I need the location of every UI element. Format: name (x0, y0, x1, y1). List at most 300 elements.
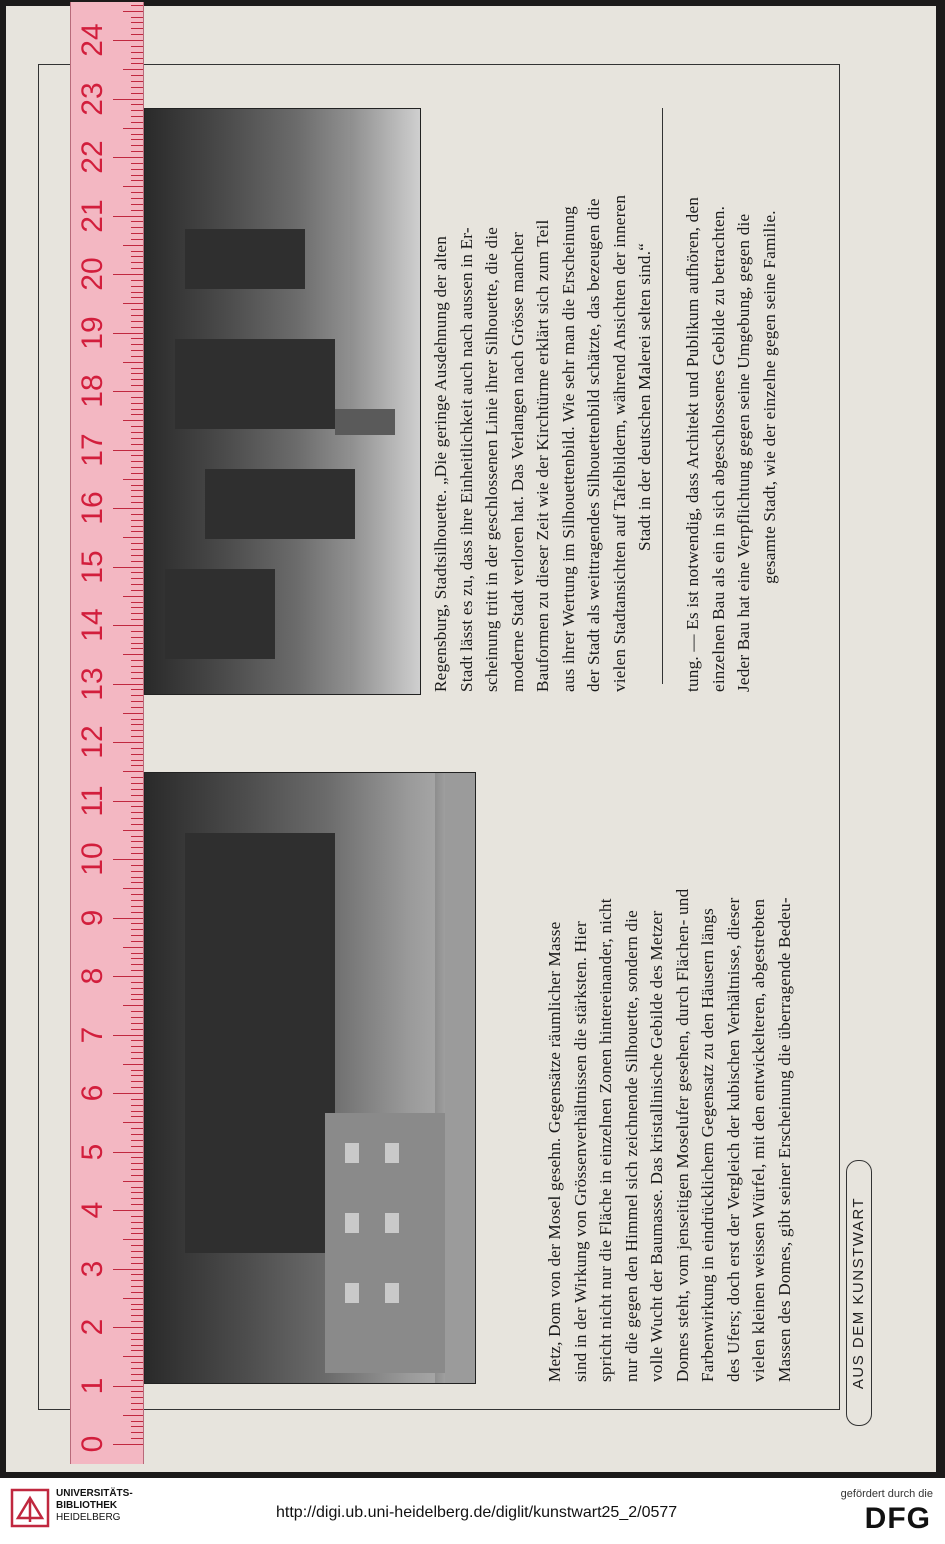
ruler-tick (123, 654, 143, 655)
ruler-tick (131, 660, 143, 661)
ruler-tick (113, 274, 143, 275)
ruler-tick (123, 11, 143, 12)
ruler-tick (123, 1298, 143, 1299)
ruler-tick (113, 742, 143, 743)
ruler-tick (131, 882, 143, 883)
ruler-tick (113, 1152, 143, 1153)
ruler-tick (131, 806, 143, 807)
ruler-tick (131, 736, 143, 737)
ruler-tick (131, 368, 143, 369)
ruler-tick (131, 853, 143, 854)
measuring-ruler (70, 2, 144, 1464)
ruler-tick (131, 1204, 143, 1205)
body-line: Jeder Bau hat eine Verpflichtung gegen seine Umgebung, gegen die (734, 213, 753, 692)
ruler-tick (131, 1081, 143, 1082)
ruler-tick (131, 707, 143, 708)
ruler-tick (131, 695, 143, 696)
ruler-tick (131, 584, 143, 585)
regensburg-caption (428, 102, 658, 692)
ruler-tick (113, 333, 143, 334)
ruler-tick (131, 526, 143, 527)
ruler-tick (131, 1274, 143, 1275)
ruler-number: 4 (76, 1201, 109, 1219)
ruler-tick (131, 46, 143, 47)
ruler-tick (131, 485, 143, 486)
ruler-number: 22 (76, 140, 109, 174)
ruler-tick (131, 1345, 143, 1346)
ruler-tick (131, 678, 143, 679)
ruler-tick (113, 1327, 143, 1328)
library-name-line: HEIDELBERG (56, 1512, 121, 1523)
ruler-tick (123, 888, 143, 889)
ruler-tick (113, 450, 143, 451)
ruler-tick (131, 315, 143, 316)
ruler-tick (131, 34, 143, 35)
ruler-tick (131, 1362, 143, 1363)
ruler-tick (131, 175, 143, 176)
ruler-tick (131, 28, 143, 29)
ruler-tick (131, 923, 143, 924)
ruler-number: 20 (76, 257, 109, 291)
ruler-tick (131, 455, 143, 456)
ruler-tick (131, 192, 143, 193)
ruler-tick (131, 572, 143, 573)
ruler-number: 13 (76, 666, 109, 701)
ruler-tick (131, 877, 143, 878)
ruler-tick (131, 292, 143, 293)
ruler-tick (131, 1169, 143, 1170)
ruler-tick (131, 297, 143, 298)
ruler-tick (131, 900, 143, 901)
ruler-tick (131, 1040, 143, 1041)
ruler-tick (131, 1391, 143, 1392)
ruler-tick (131, 1304, 143, 1305)
ruler-tick (131, 1029, 143, 1030)
ruler-tick (131, 1403, 143, 1404)
ruler-tick (131, 836, 143, 837)
ruler-tick (131, 1286, 143, 1287)
ruler-tick (131, 1187, 143, 1188)
ruler-tick (113, 625, 143, 626)
ruler-tick (113, 40, 143, 41)
ruler-tick (131, 1292, 143, 1293)
ruler-tick (131, 227, 143, 228)
divider-rule (662, 108, 663, 684)
ruler-tick (131, 1023, 143, 1024)
ruler-tick (131, 134, 143, 135)
ruler-tick (131, 116, 143, 117)
ruler-tick (113, 859, 143, 860)
body-line: tung. — Es ist notwendig, dass Architekt und Publikum aufhören, den (683, 196, 702, 692)
continued-text (680, 102, 782, 692)
ruler-tick (131, 256, 143, 257)
ruler-tick (123, 1181, 143, 1182)
ruler-tick (131, 122, 143, 123)
ruler-tick (131, 999, 143, 1000)
ruler-tick (131, 689, 143, 690)
ruler-tick (123, 303, 143, 304)
ruler-tick (131, 467, 143, 468)
ruler-number: 24 (76, 23, 109, 57)
ruler-number: 23 (76, 81, 109, 116)
ruler-tick (131, 894, 143, 895)
caption-line: Domes steht, vom jenseitigen Moselufer gesehen, durch Flächen- und (672, 888, 692, 1382)
ruler-tick (131, 824, 143, 825)
ruler-tick (123, 1005, 143, 1006)
ruler-tick (131, 1192, 143, 1193)
ruler-tick (131, 637, 143, 638)
ruler-tick (131, 1368, 143, 1369)
footer-bar (0, 1478, 945, 1544)
ruler-tick (113, 976, 143, 977)
caption-line: Bauformen zu dieser Zeit wie der Kirchtürme erklärt sich zum Teil (533, 219, 552, 692)
ruler-number: 10 (76, 842, 109, 876)
ruler-tick (131, 929, 143, 930)
ruler-tick (131, 795, 143, 796)
ruler-number: 6 (76, 1084, 109, 1102)
library-name-line: BIBLIOTHEK (56, 1500, 118, 1511)
caption-line: nur die gegen den Himmel sich zeichnende Silhouette, sondern die (621, 910, 641, 1382)
ruler-tick (123, 362, 143, 363)
ruler-tick (131, 754, 143, 755)
ruler-tick (131, 561, 143, 562)
ruler-number: 9 (76, 909, 109, 926)
ruler-tick (123, 420, 143, 421)
ruler-number: 18 (76, 374, 109, 408)
ruler-tick (131, 520, 143, 521)
ruler-tick (131, 1251, 143, 1252)
ruler-tick (131, 812, 143, 813)
ruler-tick (131, 145, 143, 146)
ruler-tick (131, 461, 143, 462)
ruler-tick (131, 338, 143, 339)
ruler-tick (131, 262, 143, 263)
ruler-tick (131, 110, 143, 111)
ruler-tick (131, 221, 143, 222)
ruler-tick (131, 865, 143, 866)
ruler-tick (123, 1415, 143, 1416)
ruler-tick (131, 1321, 143, 1322)
ruler-tick (131, 1438, 143, 1439)
ruler-tick (131, 765, 143, 766)
ruler-tick (131, 1058, 143, 1059)
ruler-tick (131, 935, 143, 936)
ruler-tick (131, 514, 143, 515)
caption-line: Metz, Dom von der Mosel gesehn. Gegensätze räumlicher Masse (545, 921, 564, 1382)
ruler-number: 16 (76, 491, 109, 525)
ruler-tick (131, 1163, 143, 1164)
ruler-tick (131, 730, 143, 731)
ruler-tick (131, 490, 143, 491)
ruler-tick (131, 1432, 143, 1433)
ruler-tick (131, 1426, 143, 1427)
ruler-tick (131, 789, 143, 790)
ruler-tick (113, 1035, 143, 1036)
ruler-tick (123, 128, 143, 129)
ruler-tick (131, 233, 143, 234)
ruler-tick (131, 139, 143, 140)
ruler-tick (131, 1087, 143, 1088)
body-line: einzelnen Bau als ein in sich abgeschlossenes Gebilde zu betrachten. (708, 205, 728, 692)
ruler-tick (131, 58, 143, 59)
ruler-tick (131, 1350, 143, 1351)
ruler-tick (113, 1444, 143, 1445)
ruler-tick (123, 245, 143, 246)
library-name-line: UNIVERSITÄTS- (56, 1488, 133, 1499)
ruler-tick (131, 1280, 143, 1281)
ruler-tick (131, 1011, 143, 1012)
ruler-tick (123, 771, 143, 772)
ruler-tick (131, 81, 143, 82)
ruler-tick (113, 801, 143, 802)
ruler-tick (131, 1315, 143, 1316)
metz-photo (144, 772, 476, 1384)
ruler-tick (131, 1309, 143, 1310)
ruler-tick (131, 941, 143, 942)
ruler-tick (131, 1257, 143, 1258)
ruler-tick (131, 198, 143, 199)
caption-line: sind in der Wirkung von Grössenverhältnissen die stärksten. Hier (570, 921, 590, 1382)
ruler-tick (131, 818, 143, 819)
ruler-tick (131, 1157, 143, 1158)
caption-line: Stadt in der deutschen Malerei selten sind.“ (635, 242, 654, 552)
library-name (56, 1488, 133, 1524)
ruler-tick (131, 871, 143, 872)
ruler-tick (131, 286, 143, 287)
ruler-tick (131, 847, 143, 848)
ruler-tick (131, 1146, 143, 1147)
ruler-tick (131, 75, 143, 76)
ruler-tick (131, 385, 143, 386)
ruler-tick (131, 970, 143, 971)
ruler-tick (131, 760, 143, 761)
ruler-tick (131, 93, 143, 94)
stamp-label: AUS DEM KUNSTWART (850, 1196, 867, 1390)
ruler-tick (131, 578, 143, 579)
ruler-tick (131, 672, 143, 673)
caption-line: aus ihrer Wertung im Silhouettenbild. Wie sehr man die Erscheinung (558, 206, 578, 692)
ruler-tick (131, 1222, 143, 1223)
ruler-tick (123, 713, 143, 714)
body-line: gesamte Stadt, wie der einzelne gegen seine Familie. (759, 210, 779, 584)
university-library-logo-icon (10, 1488, 50, 1528)
ruler-tick (131, 841, 143, 842)
ruler-tick (131, 1409, 143, 1410)
ruler-tick (131, 748, 143, 749)
ruler-tick (131, 344, 143, 345)
ruler-tick (131, 151, 143, 152)
ruler-tick (131, 1216, 143, 1217)
ruler-tick (113, 508, 143, 509)
ruler-tick (113, 918, 143, 919)
ruler-tick (131, 1374, 143, 1375)
ruler-tick (113, 99, 143, 100)
caption-line: vielen Stadtansichten auf Tafelbildern, während Ansichten der inneren (609, 194, 629, 692)
ruler-number: 15 (76, 549, 109, 584)
ruler-tick (123, 830, 143, 831)
ruler-tick (131, 473, 143, 474)
ruler-tick (131, 783, 143, 784)
ruler-tick (131, 631, 143, 632)
ruler-tick (131, 1046, 143, 1047)
ruler-tick (131, 1140, 143, 1141)
ruler-tick (131, 432, 143, 433)
ruler-number: 12 (76, 725, 109, 759)
ruler-tick (123, 947, 143, 948)
ruler-tick (131, 409, 143, 410)
ruler-tick (131, 1245, 143, 1246)
ruler-tick (131, 643, 143, 644)
ruler-tick (113, 567, 143, 568)
caption-line: moderne Stadt verloren hat. Das Verlangen nach Grösse mancher (507, 231, 527, 692)
ruler-tick (131, 590, 143, 591)
ruler-tick (131, 1099, 143, 1100)
ruler-number: 14 (76, 608, 109, 642)
ruler-tick (113, 216, 143, 217)
ruler-tick (131, 5, 143, 6)
ruler-tick (113, 157, 143, 158)
ruler-number: 3 (76, 1260, 109, 1277)
ruler-tick (131, 52, 143, 53)
ruler-tick (131, 1070, 143, 1071)
ruler-tick (131, 321, 143, 322)
ruler-tick (131, 719, 143, 720)
ruler-tick (131, 1111, 143, 1112)
metz-caption (542, 772, 797, 1382)
kunstwart-stamp (846, 1160, 872, 1426)
ruler-tick (131, 701, 143, 702)
ruler-tick (131, 414, 143, 415)
ruler-tick (131, 602, 143, 603)
ruler-tick (131, 555, 143, 556)
ruler-number: 7 (76, 1026, 109, 1043)
caption-line: der Stadt als weittragendes Silhouettenbild schätzte, das bezeugen die (584, 198, 603, 692)
caption-line: vielen kleinen weissen Würfel, mit den entwickelteren, abgestrebten (749, 898, 768, 1382)
ruler-tick (131, 204, 143, 205)
funding-caption: gefördert durch die (840, 1488, 933, 1500)
ruler-tick (131, 1333, 143, 1334)
ruler-tick (131, 1134, 143, 1135)
ruler-tick (113, 1386, 143, 1387)
ruler-number: 0 (76, 1435, 109, 1453)
ruler-tick (131, 502, 143, 503)
ruler-tick (131, 1339, 143, 1340)
caption-line: Stadt lässt es zu, dass ihre Einheitlichkeit auch nach aussen in Er- (456, 227, 476, 692)
ruler-number: 19 (76, 315, 109, 350)
ruler-number: 11 (76, 784, 109, 817)
ruler-tick (131, 104, 143, 105)
ruler-tick (131, 210, 143, 211)
ruler-tick (131, 496, 143, 497)
ruler-tick (113, 391, 143, 392)
ruler-tick (131, 1105, 143, 1106)
ruler-tick (131, 619, 143, 620)
ruler-tick (131, 953, 143, 954)
ruler-tick (131, 982, 143, 983)
ruler-tick (131, 280, 143, 281)
ruler-tick (131, 180, 143, 181)
ruler-tick (131, 438, 143, 439)
ruler-tick (113, 684, 143, 685)
ruler-tick (123, 1122, 143, 1123)
ruler-tick (131, 87, 143, 88)
ruler-tick (131, 327, 143, 328)
ruler-tick (131, 350, 143, 351)
ruler-tick (113, 1269, 143, 1270)
ruler-tick (123, 1356, 143, 1357)
ruler-tick (131, 1228, 143, 1229)
ruler-tick (131, 163, 143, 164)
caption-line: scheinung tritt in der geschlossenen Linie ihrer Silhouette, die die (482, 226, 501, 692)
ruler-tick (131, 1263, 143, 1264)
caption-line: spricht nicht nur die Fläche in einzelnen Zonen hintereinander, nicht (596, 898, 615, 1382)
ruler-tick (131, 17, 143, 18)
ruler-number: 21 (76, 198, 109, 233)
ruler-tick (131, 444, 143, 445)
ruler-tick (131, 1175, 143, 1176)
ruler-tick (131, 906, 143, 907)
ruler-number: 5 (76, 1143, 109, 1160)
ruler-tick (123, 1064, 143, 1065)
ruler-tick (131, 22, 143, 23)
ruler-tick (131, 239, 143, 240)
ruler-tick (131, 1421, 143, 1422)
regensburg-photo (144, 108, 421, 695)
ruler-tick (131, 1233, 143, 1234)
ruler-number: 2 (76, 1318, 109, 1336)
ruler-tick (131, 1198, 143, 1199)
ruler-tick (131, 666, 143, 667)
ruler-tick (131, 1380, 143, 1381)
ruler-number: 8 (76, 967, 109, 985)
ruler-tick (131, 169, 143, 170)
ruler-tick (131, 1116, 143, 1117)
ruler-tick (123, 537, 143, 538)
ruler-tick (131, 373, 143, 374)
dfg-logo: DFG (864, 1502, 931, 1535)
ruler-tick (131, 1397, 143, 1398)
ruler-tick (131, 543, 143, 544)
ruler-tick (131, 777, 143, 778)
ruler-tick (131, 397, 143, 398)
caption-line: volle Wucht der Baumasse. Das kristallinische Gebilde des Metzer (647, 910, 666, 1382)
ruler-number: 1 (76, 1377, 109, 1394)
page-url-link[interactable]: http://digi.ub.uni-heidelberg.de/diglit/kunstwart25_2/0577 (276, 1504, 678, 1521)
ruler-tick (123, 596, 143, 597)
ruler-tick (131, 426, 143, 427)
ruler-tick (131, 403, 143, 404)
ruler-tick (131, 549, 143, 550)
ruler-tick (123, 186, 143, 187)
ruler-tick (131, 379, 143, 380)
caption-line: Massen des Domes, gibt seiner Erscheinung die überragende Bedeu- (774, 897, 794, 1382)
ruler-tick (131, 1128, 143, 1129)
caption-line: Farbenwirkung in eindrücklichem Gegensatz zu den Häusern längs (698, 908, 717, 1382)
ruler-tick (131, 613, 143, 614)
ruler-number: 17 (76, 432, 109, 467)
ruler-tick (131, 912, 143, 913)
ruler-tick (113, 1210, 143, 1211)
ruler-tick (131, 994, 143, 995)
ruler-tick (131, 1075, 143, 1076)
ruler-tick (131, 724, 143, 725)
ruler-tick (131, 63, 143, 64)
ruler-tick (131, 648, 143, 649)
ruler-tick (131, 607, 143, 608)
ruler-tick (131, 988, 143, 989)
ruler-tick (123, 1239, 143, 1240)
ruler-tick (131, 268, 143, 269)
